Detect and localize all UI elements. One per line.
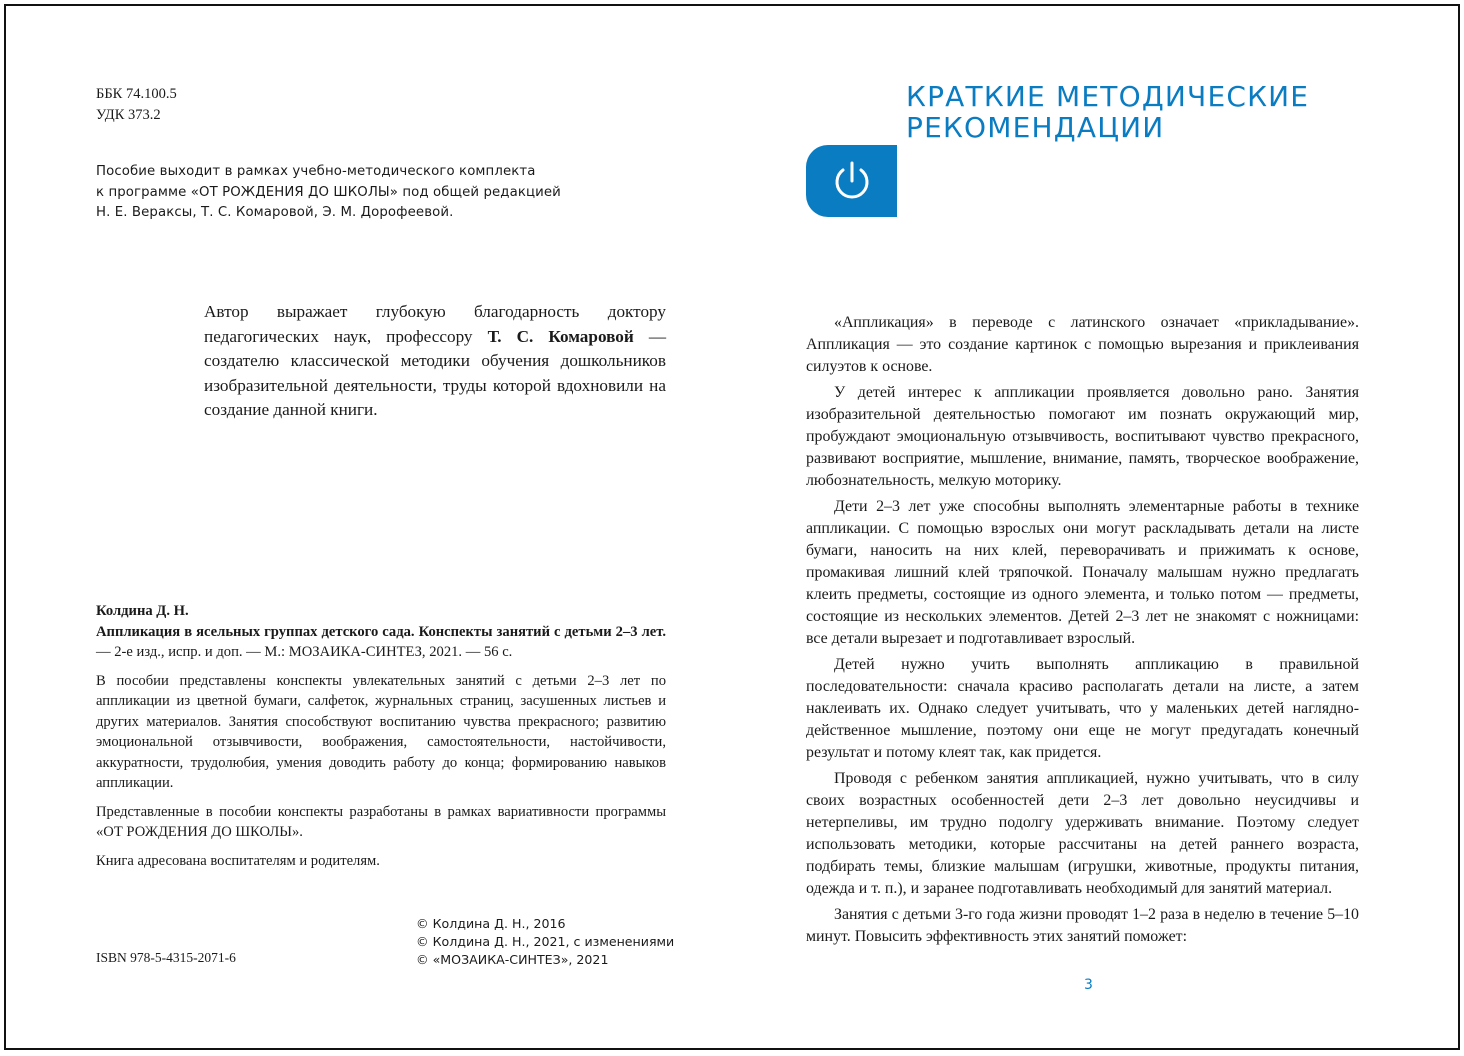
left-page	[6, 6, 734, 1048]
acknowledgement	[204, 300, 666, 423]
page-number: 3	[1084, 977, 1093, 993]
book-title	[96, 622, 666, 663]
series-note	[96, 162, 656, 224]
copyright-line: © Колдина Д. Н., 2021, с изменениями	[416, 933, 675, 949]
series-line: Н. Е. Вераксы, Т. С. Комаровой, Э. М. Дорофеевой.	[96, 205, 454, 220]
bibliographic-record	[96, 601, 666, 879]
book-variation-note: Представленные в пособии конспекты разработаны в рамках вариативности программы «ОТ РОЖДЕНИЯ ДО ШКОЛЫ».	[96, 803, 666, 840]
copyright-line: © «МОЗАИКА-СИНТЕЗ», 2021	[416, 951, 609, 967]
paragraph: Проводя с ребенком занятия аппликацией, нужно учитывать, что в силу своих возрастных особенностей дети 2–3 лет довольно неусидчивы и нетерпеливы, им трудно подолгу удерживать внимание. Поэтому следует использовать методики, которые рассчитаны на детей раннего возраста, подбирать темы, близкие малышам (игрушки, животные, продукты питания, одежда и т. п.), и заранее подготавливать необходимый для занятий материал.	[806, 770, 1359, 897]
paragraph: Детей нужно учить выполнять аппликацию в правильной последовательности: сначала красиво располагать детали на листе, а затем наклеивать их. Однако следует учитывать, что у маленьких детей наглядно-действенное мышление, поэтому они еще не могут предугадать конечный результат и потому клеят так, как придется.	[806, 656, 1359, 761]
book-title-bold: Аппликация в ясельных группах детского сада. Конспекты занятий с детьми 2–3 лет.	[96, 623, 666, 640]
book-edition: — 2-е изд., испр. и доп. — М.: МОЗАИКА-СИНТЕЗ, 2021. — 56 с.	[96, 644, 513, 660]
series-line: к программе «ОТ РОЖДЕНИЯ ДО ШКОЛЫ» под общей редакцией	[96, 184, 561, 200]
copyright-line: © Колдина Д. Н., 2016	[416, 916, 566, 931]
paragraph: «Аппликация» в переводе с латинского означает «прикладывание». Аппликация — это создание картинок с помощью вырезания и приклеивания силуэтов к основе.	[806, 314, 1359, 375]
recommendations-text	[806, 312, 1359, 952]
power-icon	[828, 157, 876, 205]
section-icon-block	[806, 145, 897, 217]
book-audience: Книга адресована воспитателям и родителям.	[96, 852, 380, 869]
paragraph: У детей интерес к аппликации проявляется довольно рано. Занятия изобразительной деятельностью помогают им познать окружающий мир, пробуждают эмоциональную отзывчивость, воспитывают чувство прекрасного, развивают восприятие, мышление, внимание, память, творческое воображение, любознательность, мелкую моторику.	[806, 384, 1359, 489]
heading-line: РЕКОМЕНДАЦИИ	[906, 111, 1165, 144]
series-line: Пособие выходит в рамках учебно-методического комплекта	[96, 164, 536, 179]
isbn: ISBN 978-5-4315-2071-6	[96, 950, 236, 965]
acknowledgement-text-end: — создателю классической методики обучения дошкольников изобразительной деятельности, труды которой вдохновили на создание данной книги.	[204, 326, 667, 419]
copyright-block	[416, 915, 674, 968]
heading-line: КРАТКИЕ МЕТОДИЧЕСКИЕ	[906, 80, 1310, 113]
book-annotation: В пособии представлены конспекты увлекательных занятий с детьми 2–3 лет по аппликации из цветной бумаги, салфеток, журнальных страниц, засушенных листьев и других материалов. Занятия способствуют воспитанию чувства прекрасного; развитию эмоциональной отзывчивости, воображения, самостоятельности, настойчивости, аккуратности, трудолюбия, умения доводить работу до конца; формированию навыков аппликации.	[96, 672, 666, 791]
classification-codes	[96, 84, 177, 126]
paragraph: Дети 2–3 лет уже способны выполнять элементарные работы в технике аппликации. С помощью взрослых они могут раскладывать детали на листе бумаги, наносить на них клей, переворачивать и прижимать к основе, промакивая лишний клей тряпочкой. Поначалу малышам нужно предлагать клеить предметы, состоящие из одного элемента, и только потом — предметы, состоящие из нескольких элементов. Детей 2–3 лет не знакомят с ножницами: все детали вырезает и подготавливает взрослый.	[806, 498, 1359, 647]
right-page	[738, 6, 1460, 1048]
paragraph: Занятия с детьми 3-го года жизни проводят 1–2 раза в неделю в течение 5–10 минут. Повысить эффективность этих занятий поможет:	[806, 906, 1359, 945]
book-author: Колдина Д. Н.	[96, 603, 189, 619]
bbk-code: ББК 74.100.5	[96, 86, 177, 102]
udk-code: УДК 373.2	[96, 107, 161, 123]
book-spread	[4, 4, 1460, 1050]
acknowledgement-text: Автор выражает глубокую благодарность доктору педагогических наук, профессору	[204, 302, 666, 346]
section-heading	[906, 81, 1309, 143]
acknowledgement-name: Т. С. Комаровой	[487, 326, 634, 346]
